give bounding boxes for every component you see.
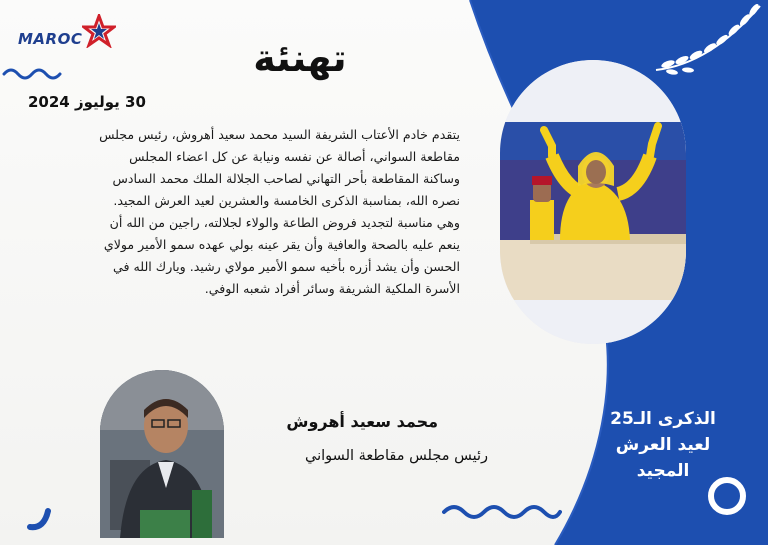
anniversary-label: [598, 406, 728, 484]
page-title: تهنئة: [253, 36, 347, 80]
star-logo-icon: [82, 14, 116, 48]
wave-icon: [2, 64, 62, 80]
anniversary-line: الذكرى الـ25: [610, 409, 716, 429]
anniversary-line: المجيد: [636, 461, 690, 481]
crescent-icon: [24, 505, 54, 531]
message-body: [94, 124, 460, 300]
date-label: 30 يوليوز 2024: [28, 93, 146, 111]
message-paragraph: يتقدم خادم الأعتاب الشريفة السيد محمد سعيد أهروش، رئيس مجلس مقاطعة السواني، أصالة عن نفسه ونيابة عن كل اعضاء المجلس وساكنة المقاطعة بأحر التهاني لصاحب الجلالة الملك محمد السادس نصره الله، بمناسبة الذكرى الخامسة والعشرين لعيد العرش المجيد.: [99, 127, 460, 208]
king-photo: [500, 60, 686, 344]
signatory-portrait-image: [100, 370, 224, 538]
brand-name: MAROC: [18, 30, 83, 48]
anniversary-line: لعيد العرش: [615, 435, 711, 455]
wave-icon: [442, 500, 562, 522]
signatory-photo: [100, 370, 224, 538]
signatory-role: رئيس مجلس مقاطعة السواني: [305, 448, 488, 464]
laurel-icon: [650, 0, 768, 80]
message-paragraph: وهي مناسبة لتجديد فروض الطاعة والولاء لجلالته، راجين من الله أن ينعم عليه بالصحة والعافية وأن يقر عينه بولي عهده سمو الأمير مولاي الحسن وأن يشد أزره بأخيه سمو الأمير مولاي رشيد. ويارك الله في الأسرة الملكية الشريفة وسائر أفراد شعبه الوفي.: [103, 215, 460, 296]
maroc-logo: [18, 14, 118, 56]
king-portrait-image: [500, 60, 686, 344]
ring-icon: [708, 477, 746, 515]
signatory-name: محمد سعيد أهروش: [286, 412, 438, 431]
